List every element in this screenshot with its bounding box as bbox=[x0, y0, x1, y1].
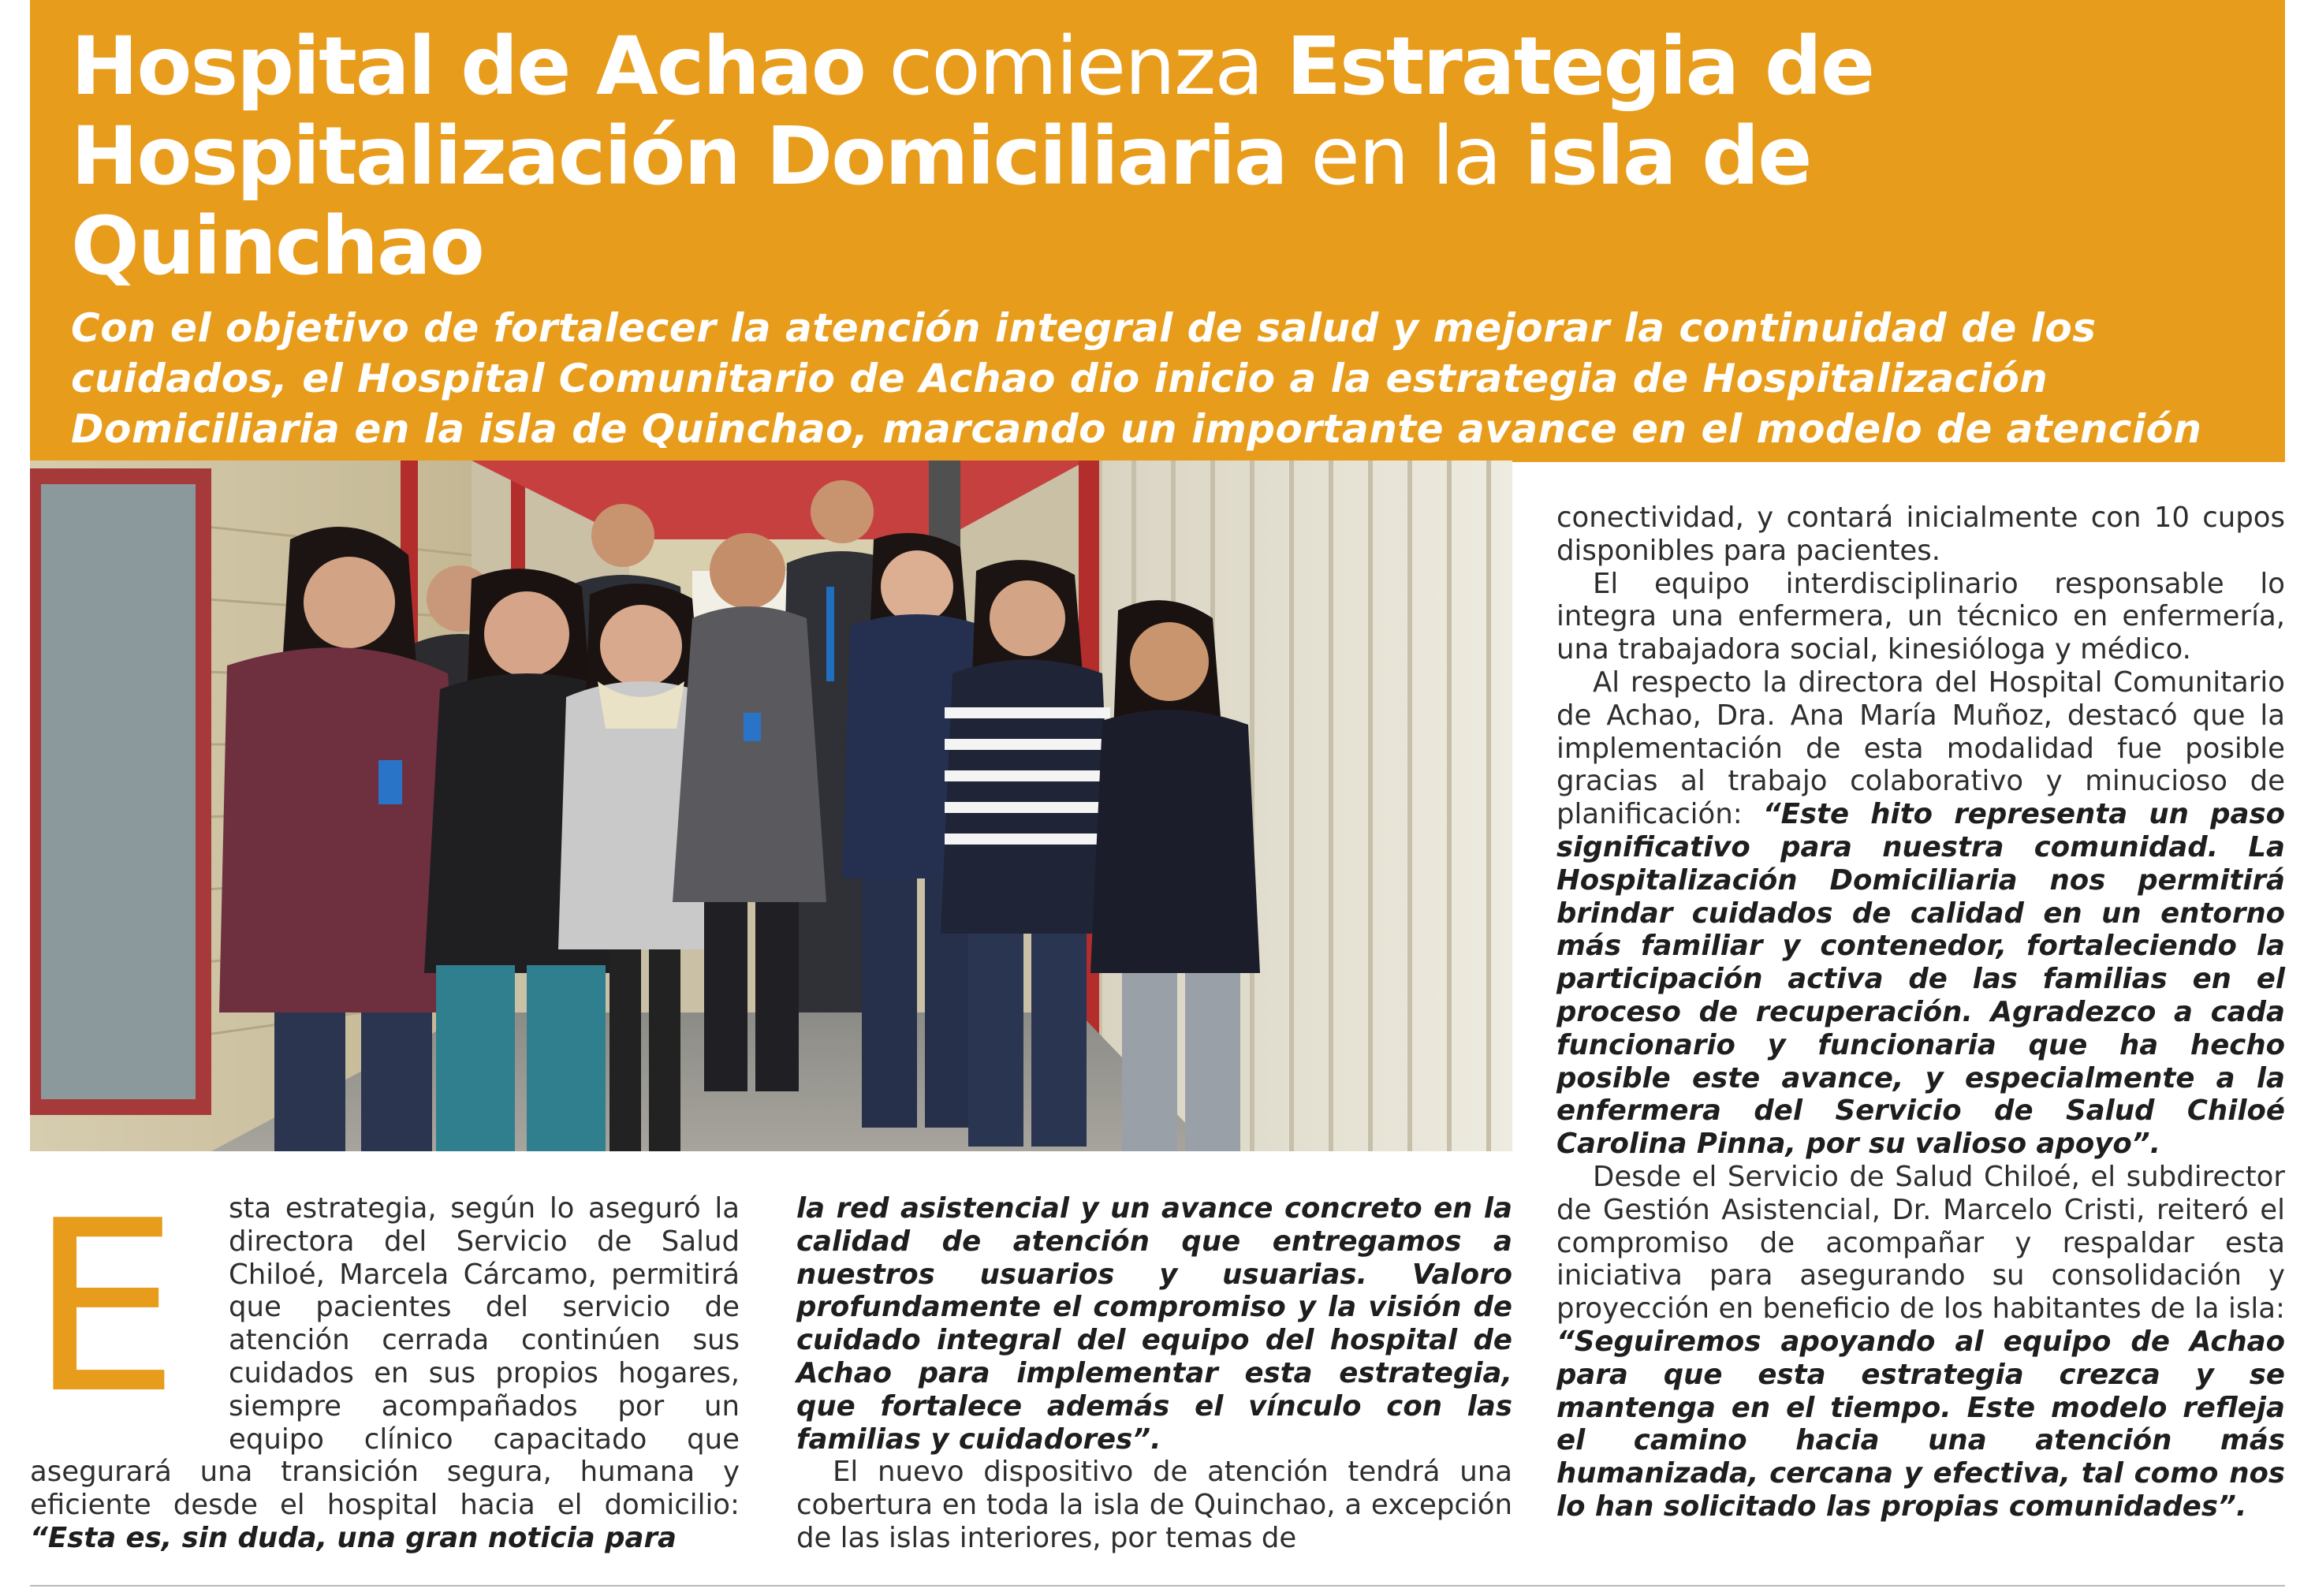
team-photo-illustration bbox=[30, 461, 1512, 1151]
headline bbox=[71, 22, 2244, 292]
article-column-1 bbox=[30, 1192, 740, 1555]
headline-part-6: isla de Quinchao bbox=[71, 110, 1811, 293]
subtitle: Con el objetivo de fortalecer la atención integral de salud y mejorar la continuidad de los cuidados, el Hospital Comunitario de Achao dio inicio a la estrategia de Hospitalización Domiciliaria en la isla de Quinchao, marcando un importante avance en el modelo de atención bbox=[71, 305, 2202, 452]
article-column-2 bbox=[796, 1192, 1512, 1555]
headline-part-4: Hospitalización Domiciliaria bbox=[71, 110, 1287, 203]
headline-part-3: Estrategia de bbox=[1286, 20, 1874, 114]
col1-body: sta estrategia, según lo aseguró la directora del Servicio de Salud Chiloé, Marcela Cárcamo, permitirá que pacientes del servicio de atención cerrada continúen sus cuidados en sus propios hogares, siempre acompañados por un equipo clínico capacitado que asegurará una transición segura, humana y eficiente desde el hospital hacia el domicilio: bbox=[30, 1192, 740, 1522]
col2-paragraph-2: El nuevo dispositivo de atención tendrá una cobertura en toda la isla de Quinchao, a excepción de las islas interiores, por temas de bbox=[796, 1456, 1512, 1554]
col1-quote: “Esta es, sin duda, una gran noticia para bbox=[30, 1521, 677, 1554]
col3-paragraph-4 bbox=[1556, 1161, 2285, 1523]
headline-banner bbox=[30, 0, 2285, 462]
team-photo bbox=[30, 461, 1512, 1151]
col2-quote: la red asistencial y un avance concreto en la calidad de atención que entregamos a nuestros usuarios y usuarias. Valoro profundamente el compromiso y la visión de cuidado integral del equipo del hospital de Achao para implementar esta estrategia, que fortalece además el vínculo con las familias y cuidadores”. bbox=[796, 1192, 1512, 1456]
col3-paragraph-1: conectividad, y contará inicialmente con 10 cupos disponibles para pacientes. bbox=[1556, 502, 2285, 567]
col3-paragraph-4-text: Desde el Servicio de Salud Chiloé, el subdirector de Gestión Asistencial, Dr. Marcelo Cristi, reiteró el compromiso de acompañar y respaldar esta iniciativa para asegurando su consolidación y proyección en beneficio de los habitantes de la isla: bbox=[1556, 1160, 2285, 1326]
article-column-3 bbox=[1556, 502, 2285, 1523]
footer-rule bbox=[30, 1585, 2285, 1587]
headline-part-5: en la bbox=[1286, 110, 1525, 203]
col3-quote-2: “Seguiremos apoyando al equipo de Achao para que esta estrategia crezca y se mantenga en el tiempo. Este modelo refleja el camino hacia una atención más humanizada, cercana y efectiva, tal como nos lo han solicitado las propias comunidades”. bbox=[1556, 1325, 2285, 1523]
headline-part-1: Hospital de Achao bbox=[71, 20, 865, 114]
col3-quote-1: “Este hito representa un paso significativo para nuestra comunidad. La Hospitalización Domiciliaria nos permitirá brindar cuidados de calidad en un entorno más familiar y contenedor, fortaleciendo la participación activa de las familias en el proceso de recuperación. Agradezco a cada funcionario y funcionaria que ha hecho posible este avance, y especialmente a la enfermera del Servicio de Salud Chiloé Carolina Pinna, por su valioso apoyo”. bbox=[1556, 798, 2285, 1161]
col3-paragraph-3 bbox=[1556, 666, 2285, 1161]
col3-paragraph-2: El equipo interdisciplinario responsable lo integra una enfermera, un técnico en enfermería, una trabajadora social, kinesióloga y médico. bbox=[1556, 567, 2285, 666]
headline-part-2: comienza bbox=[864, 20, 1287, 114]
drop-cap: E bbox=[30, 1194, 180, 1430]
col3-paragraph-3-text: Al respecto la directora del Hospital Comunitario de Achao, Dra. Ana María Muñoz, destacó que la implementación de esta modalidad fue posible gracias al trabajo colaborativo y minucioso de planificación: bbox=[1556, 666, 2285, 831]
